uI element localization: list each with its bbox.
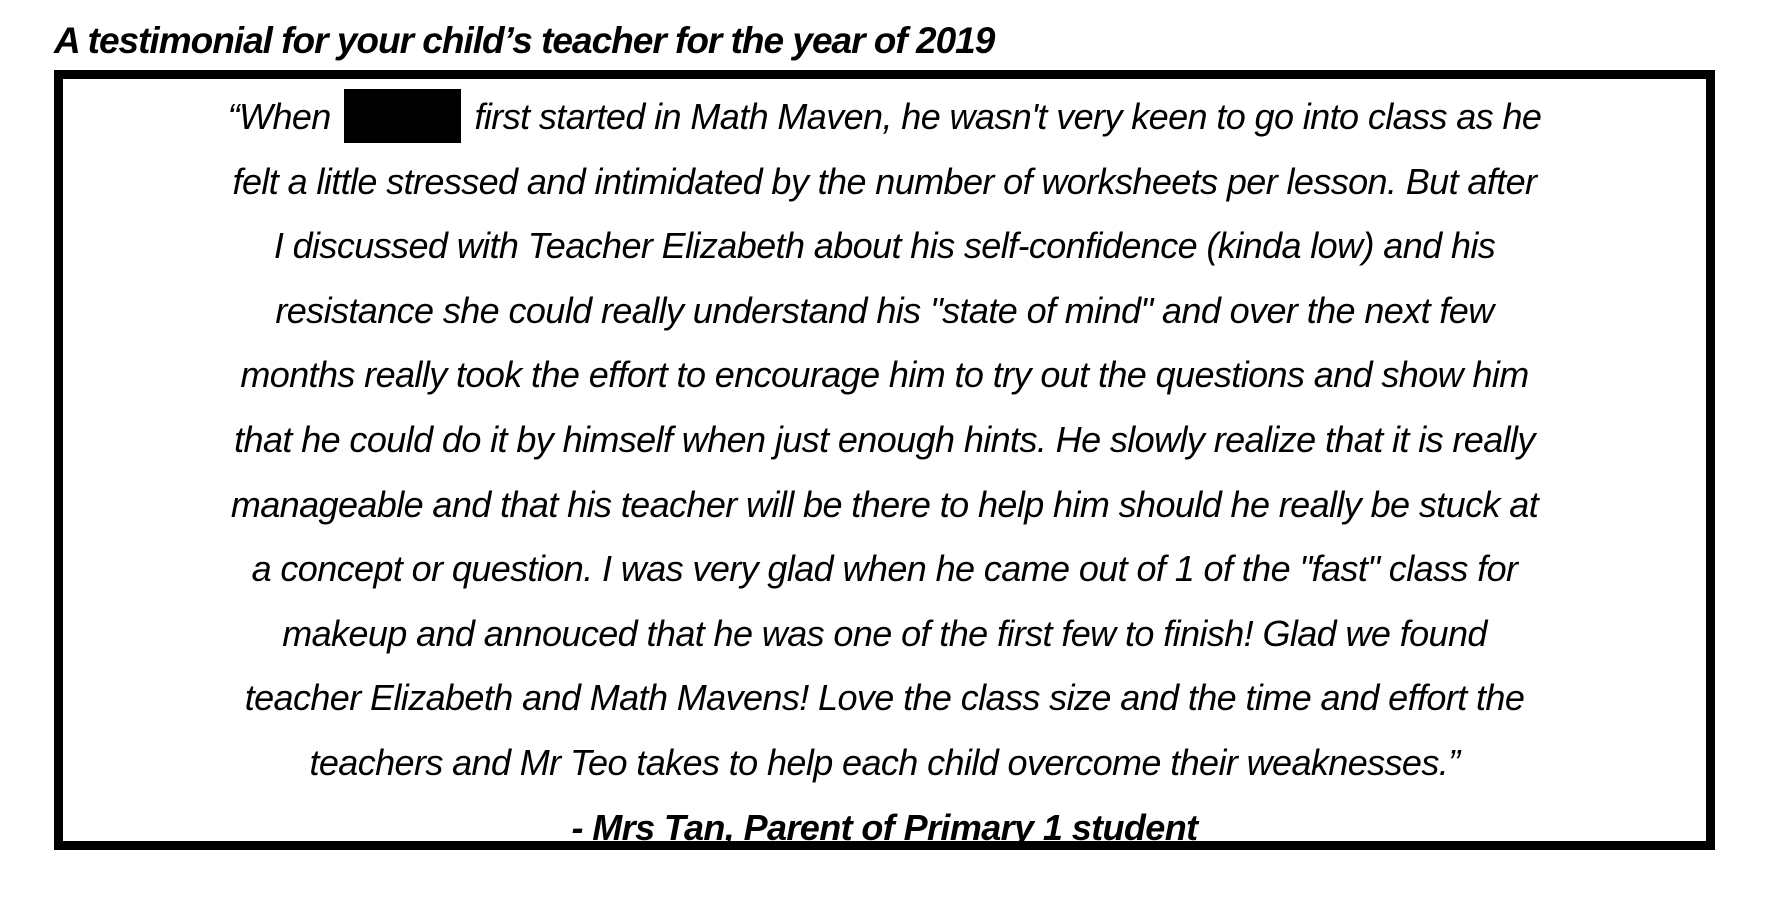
testimonial-line: teachers and Mr Teo takes to help each child overcome their weaknesses.” <box>309 741 1460 783</box>
testimonial-line: that he could do it by himself when just enough hints. He slowly realize that it is really <box>234 418 1535 460</box>
testimonial-line: months really took the effort to encourage him to try out the questions and show him <box>240 354 1529 396</box>
testimonial-text <box>63 85 1706 860</box>
testimonial-line: I discussed with Teacher Elizabeth about his self-confidence (kinda low) and his <box>273 225 1496 267</box>
testimonial-line: makeup and annouced that he was one of the first few to finish! Glad we found <box>282 612 1487 654</box>
testimonial-line-end: first started in Math Maven, he wasn't very keen to go into class as he <box>465 96 1542 137</box>
testimonial-line: felt a little stressed and intimidated by the number of worksheets per lesson. But after <box>232 160 1537 202</box>
testimonial-signature: - Mrs Tan, Parent of Primary 1 student <box>571 806 1198 848</box>
testimonial-line-start: “When <box>227 96 341 137</box>
testimonial-line: teacher Elizabeth and Math Mavens! Love the class size and the time and effort the <box>244 677 1525 719</box>
testimonial-box <box>54 70 1715 850</box>
testimonial-line: resistance she could really understand his "state of mind" and over the next few <box>275 289 1494 331</box>
testimonial-line: a concept or question. I was very glad when he came out of 1 of the "fast" class for <box>251 548 1518 590</box>
redacted-name <box>344 89 461 143</box>
document-title: A testimonial for your child’s teacher for the year of 2019 <box>54 20 995 61</box>
testimonial-line <box>63 85 1706 150</box>
testimonial-line: manageable and that his teacher will be there to help him should he really be stuck at <box>230 483 1539 525</box>
